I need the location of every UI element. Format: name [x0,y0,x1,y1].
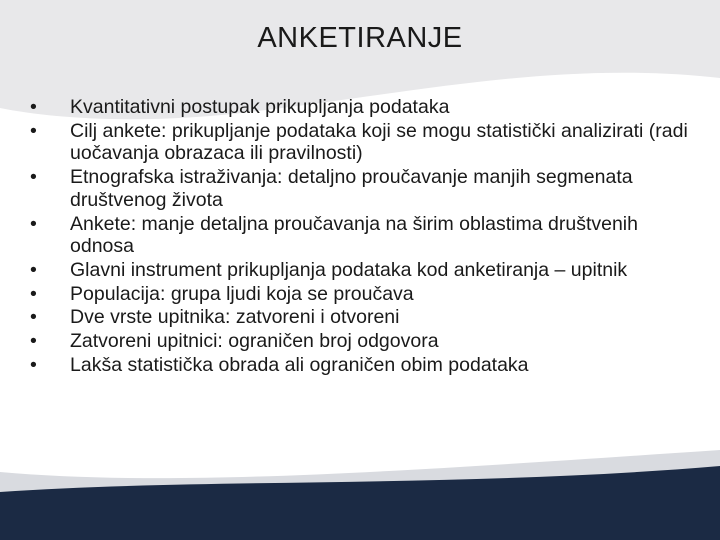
list-item [30,96,690,119]
bullet-text: Zatvoreni upitnici: ograničen broj odgovora [70,330,439,353]
bullet-dot: • [30,354,37,377]
bullet-text: Dve vrste upitnika: zatvoreni i otvoreni [70,306,400,329]
bullet-text: Populacija: grupa ljudi koja se proučava [70,282,414,305]
list-item [30,354,690,377]
list-item [30,213,690,258]
list-item [30,166,690,211]
bullet-text: Cilj ankete: prikupljanje podataka koji se mogu statistički analizirati (radi uočavanja obrazaca ili pravilnosti) [70,119,688,165]
bullet-text: Glavni instrument prikupljanja podataka kod anketiranja – upitnik [70,258,628,281]
bullet-dot: • [30,282,37,305]
bullet-dot: • [30,306,37,329]
bullet-dot: • [30,258,37,281]
bullet-text: Lakša statistička obrada ali ograničen obim podataka [70,354,529,377]
list-item [30,120,690,165]
bullet-dot: • [30,96,37,118]
bullet-text: Kvantitativni postupak prikupljanja podataka [70,96,450,118]
bullet-dot: • [30,212,37,235]
bullet-text: Ankete: manje detaljna proučavanja na širim oblastima društvenih odnosa [70,212,638,258]
bullet-list [30,96,690,378]
list-item [30,259,690,282]
slide-title: ANKETIRANJE [257,22,463,54]
bullet-dot: • [30,166,37,189]
list-item [30,283,690,306]
list-item [30,330,690,353]
bullet-dot: • [30,330,37,353]
bullet-text: Etnografska istraživanja: detaljno proučavanje manjih segmenata društvenog života [70,166,633,211]
bullet-dot: • [30,119,37,142]
list-item [30,306,690,329]
